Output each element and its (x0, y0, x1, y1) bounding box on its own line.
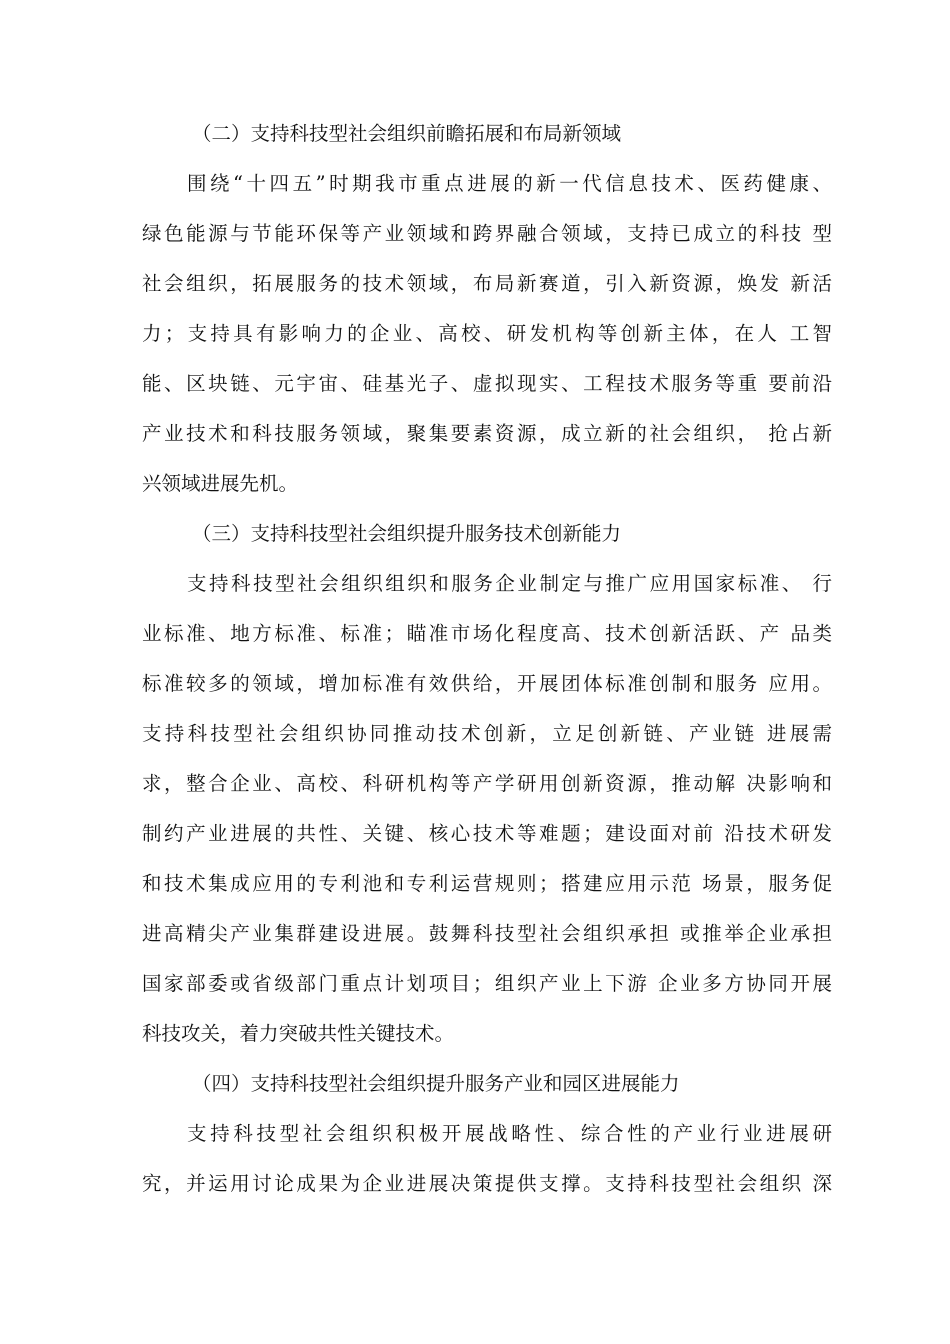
paragraph-line: 支持科技型社会组织协同推动技术创新，立足创新链、产业链 进展需 (142, 722, 832, 745)
paragraph-line: 绿色能源与节能环保等产业领域和跨界融合领域，支持已成立的科技 型 (142, 222, 832, 245)
section-heading-2: （二）支持科技型社会组织前瞻拓展和布局新领域 (192, 122, 622, 145)
paragraph-line: 制约产业进展的共性、关键、核心技术等难题；建设面对前 沿技术研发 (142, 822, 832, 845)
paragraph-line: 标准较多的领域，增加标准有效供给，开展团体标准创制和服务 应用。 (142, 672, 832, 695)
paragraph-line: 力；支持具有影响力的企业、高校、研发机构等创新主体，在人 工智 (142, 322, 832, 345)
paragraph-line: 围绕“十四五”时期我市重点进展的新一代信息技术、医药健康、 (187, 172, 832, 195)
section-heading-4: （四）支持科技型社会组织提升服务产业和园区进展能力 (192, 1072, 680, 1095)
paragraph-line: 兴领域进展先机。 (142, 472, 299, 495)
paragraph-line: 究，并运用讨论成果为企业进展决策提供支撑。支持科技型社会组织 深 (142, 1172, 832, 1195)
paragraph-line: 产业技术和科技服务领域，聚集要素资源，成立新的社会组织， 抢占新 (142, 422, 832, 445)
paragraph-line: 业标准、地方标准、标准；瞄准市场化程度高、技术创新活跃、产 品类 (142, 622, 832, 645)
paragraph-line: 支持科技型社会组织积极开展战略性、综合性的产业行业进展研 (187, 1122, 832, 1145)
paragraph-line: 科技攻关，着力突破共性关键技术。 (142, 1022, 455, 1045)
paragraph-line: 进高精尖产业集群建设进展。鼓舞科技型社会组织承担 或推举企业承担 (142, 922, 832, 945)
paragraph-line: 和技术集成应用的专利池和专利运营规则；搭建应用示范 场景，服务促 (142, 872, 832, 895)
paragraph-line: 社会组织，拓展服务的技术领域，布局新赛道，引入新资源，焕发 新活 (142, 272, 832, 295)
paragraph-line: 国家部委或省级部门重点计划项目；组织产业上下游 企业多方协同开展 (142, 972, 832, 995)
paragraph-line: 求，整合企业、高校、科研机构等产学研用创新资源，推动解 决影响和 (142, 772, 832, 795)
paragraph-line: 支持科技型社会组织组织和服务企业制定与推广应用国家标准、 行 (187, 572, 832, 595)
section-heading-3: （三）支持科技型社会组织提升服务技术创新能力 (192, 522, 622, 545)
paragraph-line: 能、区块链、元宇宙、硅基光子、虚拟现实、工程技术服务等重 要前沿 (142, 372, 832, 395)
